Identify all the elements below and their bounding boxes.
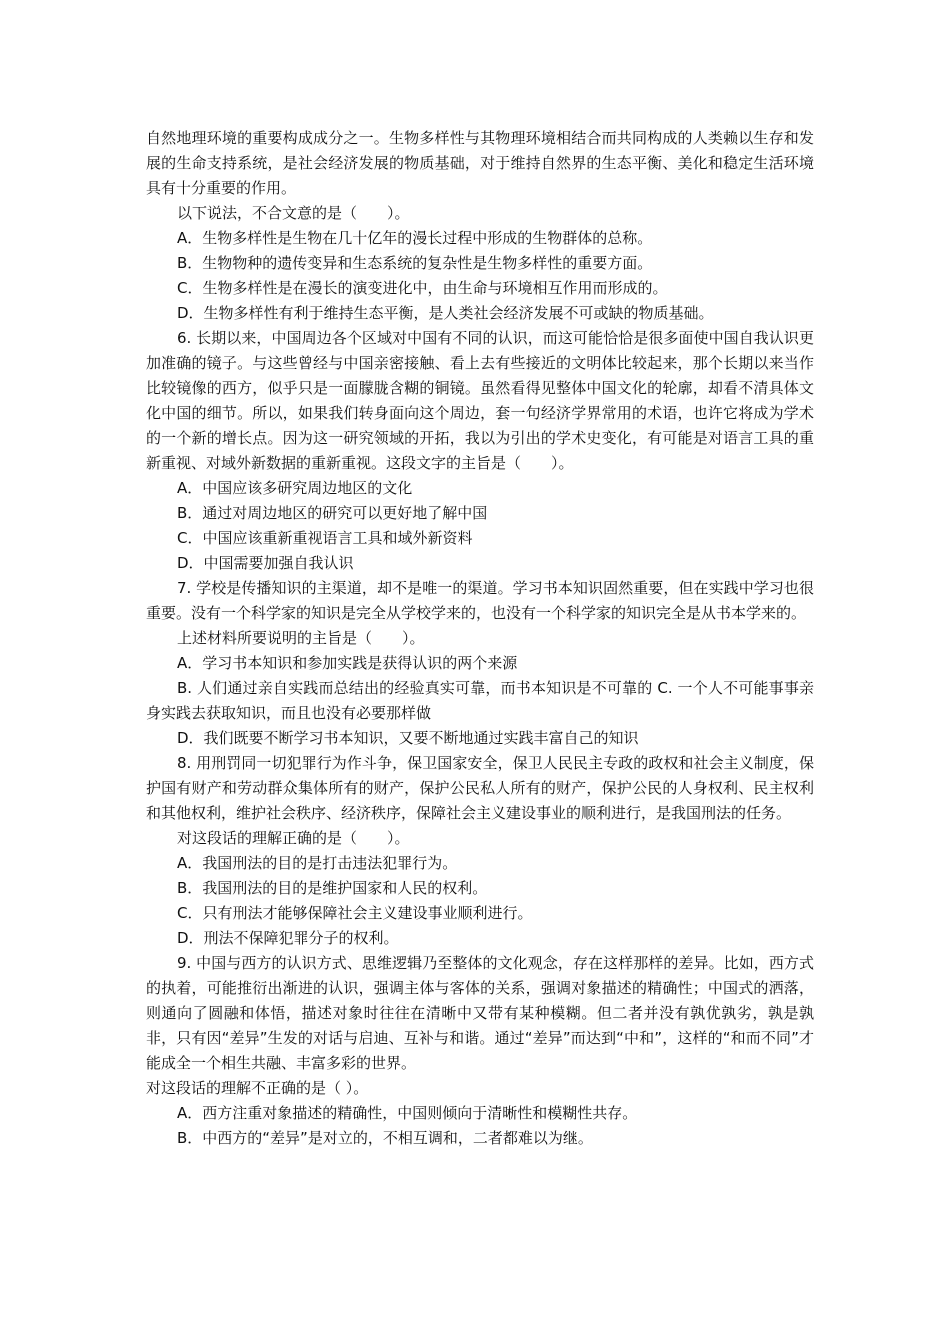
question-stem: 上述材料所要说明的主旨是（ ）。 [177,629,425,647]
option-b: B．我国刑法的目的是维护国家和人民的权利。 [177,879,488,897]
question-6-passage: 6. 长期以来，中国周边各个区域对中国有不同的认识，而这可能恰恰是很多面使中国自我认识更加准确的镜子。与这些曾经与中国亲密接触、看上去有些接近的文明体比较起来，那个长期以来当作比较镜像的西方，似乎只是一面朦胧含糊的铜镜。虽然看得见整体中国文化的轮廓，却看不清具体文化中国的细节。所以，如果我们转身面向这个周边，套一句经济学界常用的术语，也许它将成为学术的一个新的增长点。因为这一研究领域的开拓，我以为引出的学术史变化，有可能是对语言工具的重新重视、对域外新数据的重新重视。这段文字的主旨是（ ）。 [146,329,814,472]
option-a: A．西方注重对象描述的精确性，中国则倾向于清晰性和模糊性共存。 [177,1104,638,1122]
option-b: B．通过对周边地区的研究可以更好地了解中国 [177,504,488,522]
option-a: A．生物多样性是生物在几十亿年的漫长过程中形成的生物群体的总称。 [177,229,653,247]
question-8-passage: 8. 用刑罚同一切犯罪行为作斗争，保卫国家安全，保卫人民民主专政的政权和社会主义制度，保护国有财产和劳动群众集体所有的财产，保护公民私人所有的财产，保护公民的人身权利、民主权利和其他权利，维护社会秩序、经济秩序，保障社会主义建设事业的顺利进行，是我国刑法的任务。 [146,754,814,822]
option-c: C．生物多样性是在漫长的演变进化中，由生命与环境相互作用而形成的。 [177,279,668,297]
question-stem: 对这段话的理解不正确的是（ ）。 [146,1079,369,1097]
option-d: D．生物多样性有利于维持生态平衡，是人类社会经济发展不可或缺的物质基础。 [177,304,714,322]
option-b: B．生物物种的遗传变异和生态系统的复杂性是生物多样性的重要方面。 [177,254,653,272]
option-c: C．中国应该重新重视语言工具和域外新资料 [177,529,473,547]
option-d: D．我们既要不断学习书本知识，又要不断地通过实践丰富自己的知识 [177,729,639,747]
option-b: B．中西方的“差异”是对立的，不相互调和，二者都难以为继。 [177,1129,593,1147]
option-c: C．只有刑法才能够保障社会主义建设事业顺利进行。 [177,904,533,922]
document-body [146,126,814,1151]
question-9-passage: 9. 中国与西方的认识方式、思维逻辑乃至整体的文化观念，存在这样那样的差异。比如，西方式的执着，可能推衍出渐进的认识，强调主体与客体的关系，强调对象描述的精确性；中国式的洒落，则通向了圆融和体悟，描述对象时往往在清晰中又带有某种模糊。但二者并没有孰优孰劣，孰是孰非，只有因“差异”生发的对话与启迪、互补与和谐。通过“差异”而达到“中和”，这样的“和而不同”才能成全一个相生共融、丰富多彩的世界。 [146,954,814,1072]
passage-paragraph: 自然地理环境的重要构成成分之一。生物多样性与其物理环境相结合而共同构成的人类赖以生存和发展的生命支持系统，是社会经济发展的物质基础，对于维持自然界的生态平衡、美化和稳定生活环境具有十分重要的作用。 [146,129,814,197]
option-a: A．我国刑法的目的是打击违法犯罪行为。 [177,854,458,872]
option-d: D．刑法不保障犯罪分子的权利。 [177,929,399,947]
option-a: A．中国应该多研究周边地区的文化 [177,479,413,497]
question-stem: 对这段话的理解正确的是（ ）。 [177,829,410,847]
question-7-passage: 7. 学校是传播知识的主渠道，却不是唯一的渠道。学习书本知识固然重要，但在实践中学习也很重要。没有一个科学家的知识是完全从学校学来的，也没有一个科学家的知识完全是从书本学来的。 [146,579,814,622]
option-a: A．学习书本知识和参加实践是获得认识的两个来源 [177,654,518,672]
option-b-c: B. 人们通过亲自实践而总结出的经验真实可靠，而书本知识是不可靠的 C. 一个人不可能事事亲身实践去获取知识，而且也没有必要那样做 [146,679,814,722]
option-d: D．中国需要加强自我认识 [177,554,354,572]
question-stem: 以下说法，不合文意的是（ ）。 [177,204,410,222]
